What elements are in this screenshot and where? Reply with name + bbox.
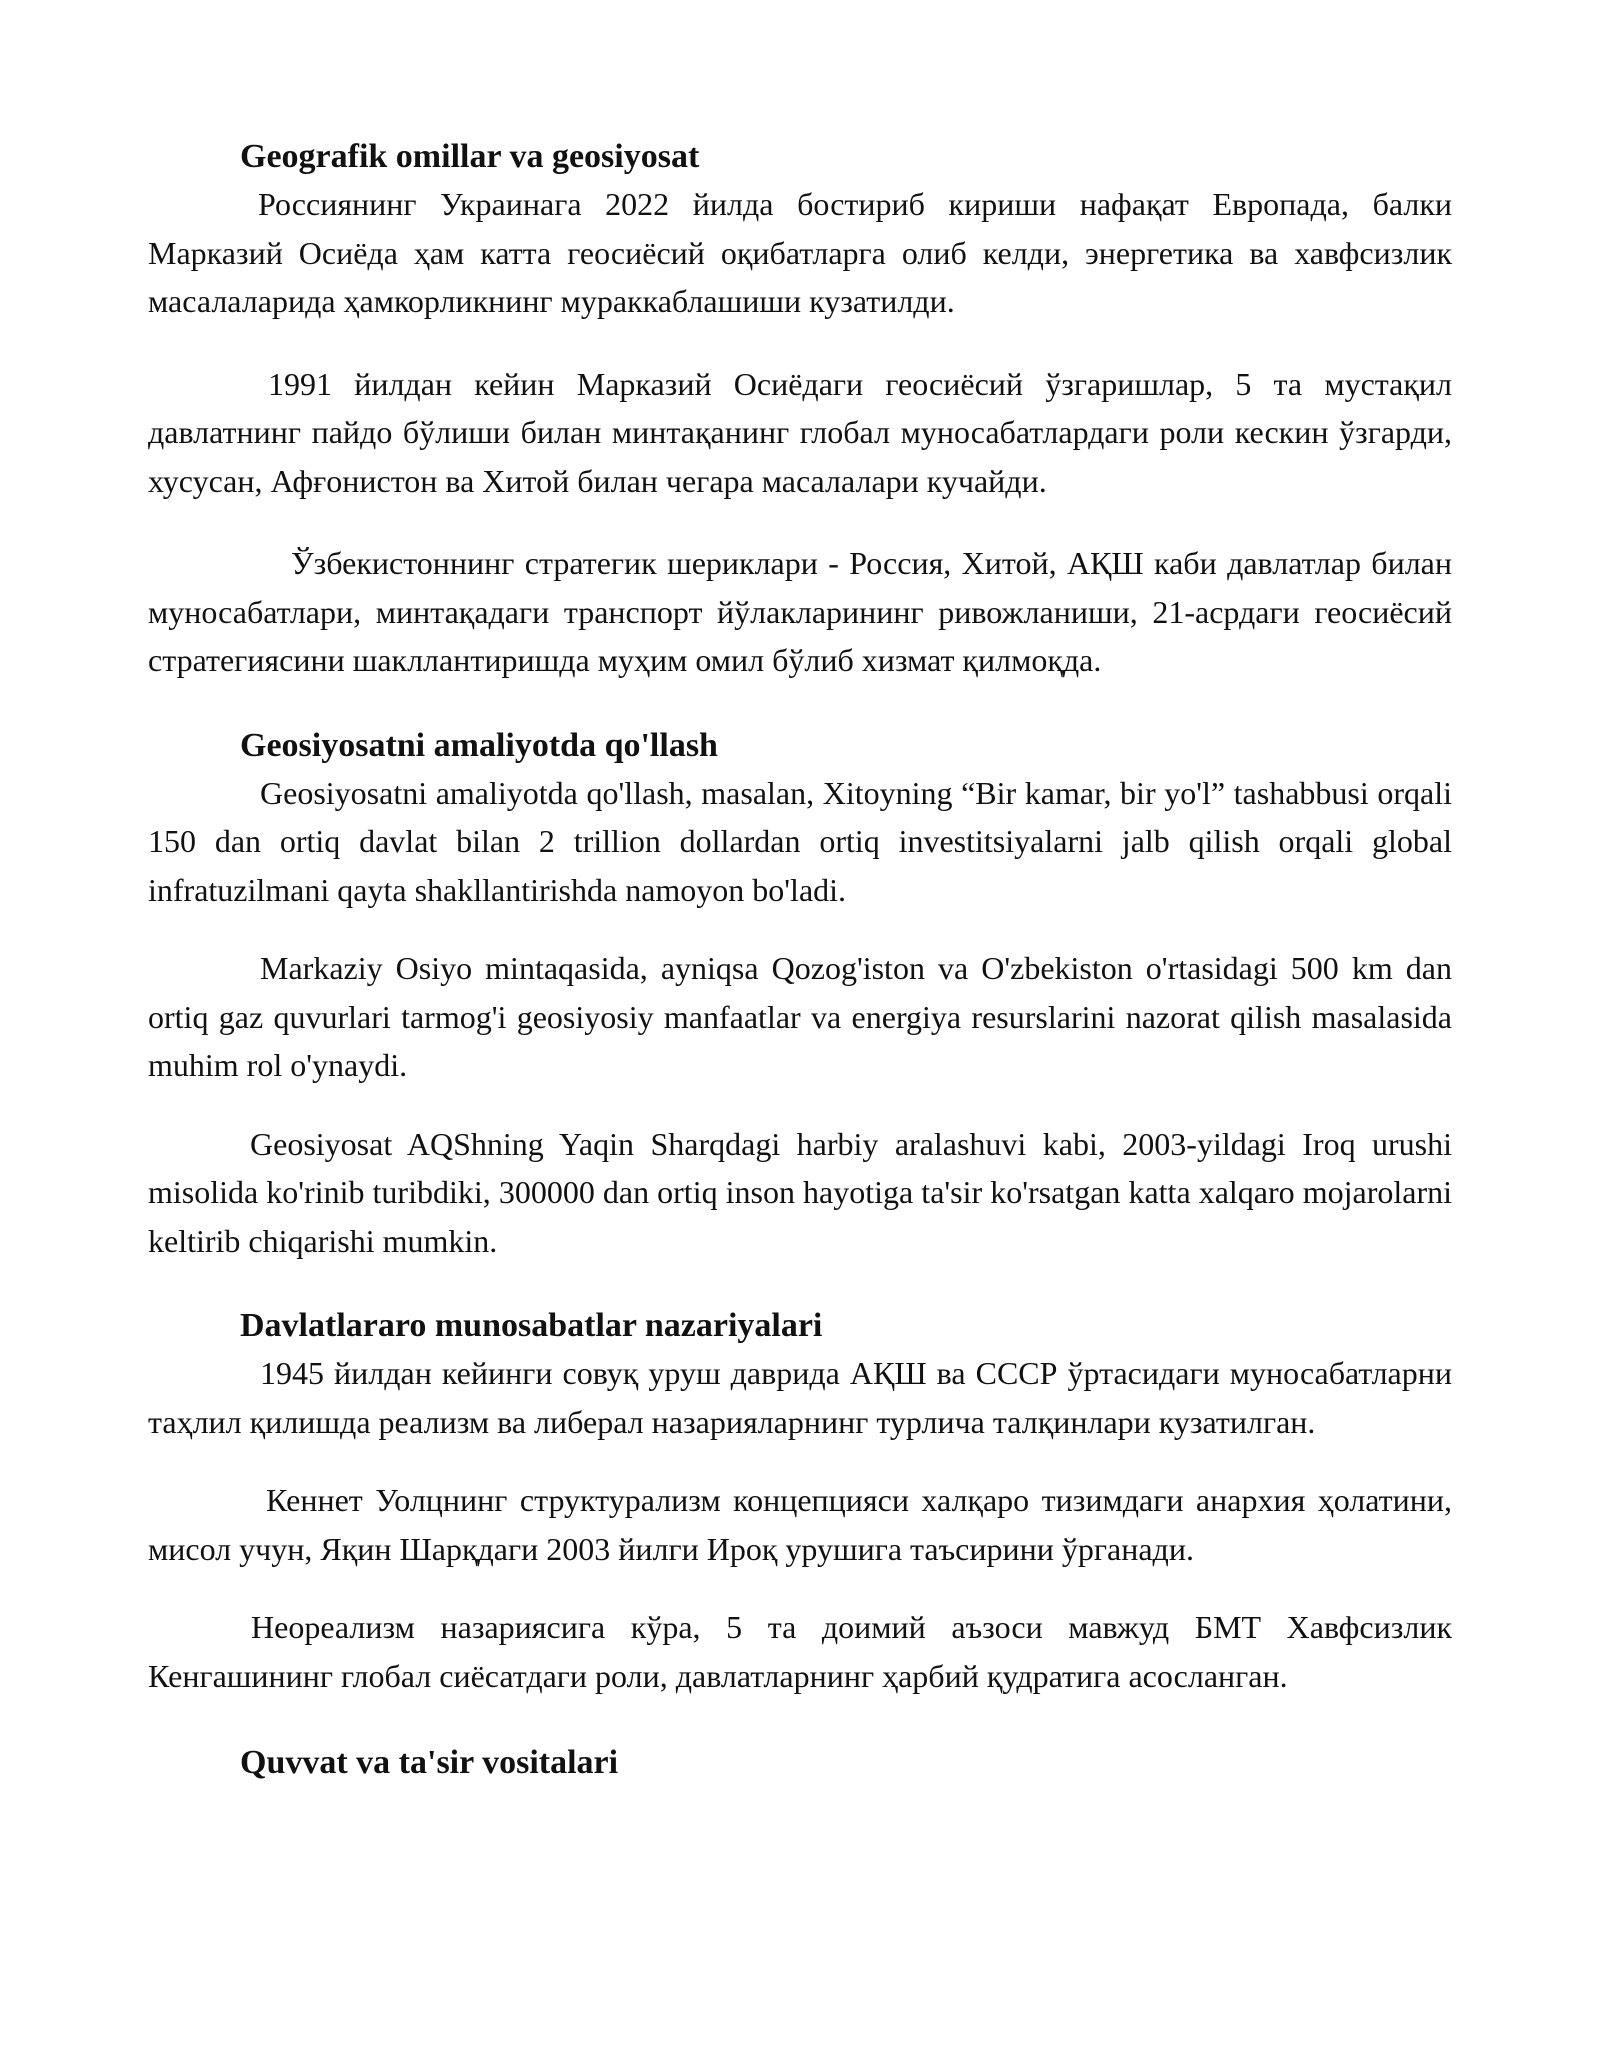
paragraph: 1991 йилдан кейин Марказий Осиёдаги геосиёсий ўзгаришлар, 5 та мустақил давлатнинг пайдо бўлиши билан минтақанинг глобал муносабатлардаги роли кескин ўзгарди, хусусан, Афғонистон ва Хитой билан чегара масалалари кучайди. [148,365,1452,499]
paragraph: Geosiyosat AQShning Yaqin Sharqdagi harbiy aralashuvi kabi, 2003-yildagi Iroq urushi misolida ko'rinib turibdiki, 300000 dan ortiq inson hayotiga ta'sir ko'rsatgan katta xalqaro mojarolarni keltirib chiqarishi mumkin. [148,1125,1452,1259]
paragraph: 1945 йилдан кейинги совуқ уруш даврида АҚШ ва СССР ўртасидаги муносабатларни таҳлил қилишда реализм ва либерал назарияларнинг турлича талқинлари кузатилган. [148,1355,1452,1440]
section-heading: Quvvat va ta'sir vositalari [240,1744,619,1781]
section-heading: Geosiyosatni amaliyotda qo'llash [240,726,718,764]
paragraph: Кеннет Уолцнинг структурализм концепцияси халқаро тизимдаги анархия ҳолатини, мисол учун, Яқин Шарқдаги 2003 йилги Ироқ урушига таъсирини ўрганади. [148,1482,1452,1567]
section-heading: Geografik omillar va geosiyosat [240,138,700,175]
document-page [148,134,1452,1786]
paragraph: Markaziy Osiyo mintaqasida, ayniqsa Qozog'iston va O'zbekiston o'rtasidagi 500 km dan ortiq gaz quvurlari tarmog'i geosiyosiy manfaatlar va energiya resurslarini nazorat qilish masalasida muhim rol o'ynaydi. [148,950,1452,1083]
paragraph: Ўзбекистоннинг стратегик шериклари - Россия, Хитой, АҚШ каби давлатлар билан муносабатлари, минтақадаги транспорт йўлакларининг ривожланиши, 21-асрдаги геосиёсий стратегиясини шакллантиришда муҳим омил бўлиб хизмат қилмоқда. [148,545,1452,678]
paragraph: Неореализм назариясига кўра, 5 та доимий аъзоси мавжуд БМТ Хавфсизлик Кенгашининг глобал сиёсатдаги роли, давлатларнинг ҳарбий қудратига асосланган. [148,1609,1452,1694]
section-heading: Davlatlararo munosabatlar nazariyalari [240,1307,823,1344]
paragraph: Geosiyosatni amaliyotda qo'llash, masalan, Xitoyning “Bir kamar, bir yo'l” tashabbusi orqali 150 dan ortiq davlat bilan 2 trillion dollardan ortiq investitsiyalarni jalb qilish orqali global infratuzilmani qayta shakllantirishda namoyon bo'ladi. [148,774,1452,908]
paragraph: Россиянинг Украинага 2022 йилда бостириб кириши нафақат Европада, балки Марказий Осиёда ҳам катта геосиёсий оқибатларга олиб келди, энергетика ва хавфсизлик масалаларида ҳамкорликнинг мураккаблашиши кузатилди. [148,186,1452,319]
